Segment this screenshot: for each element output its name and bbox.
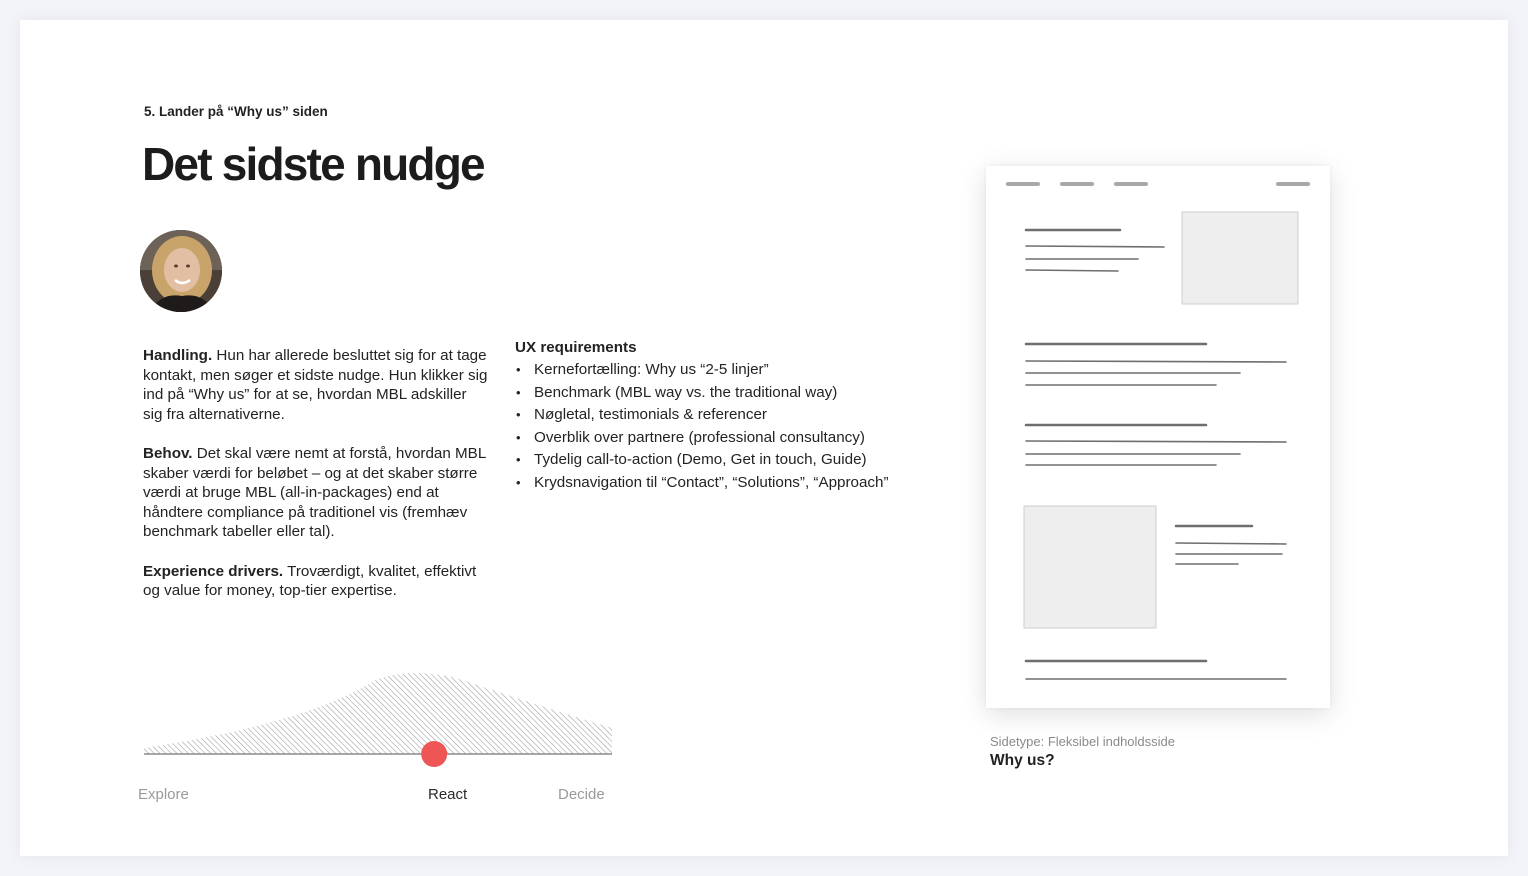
list-item: • Nøgletal, testimonials & referencer <box>515 405 915 425</box>
behov-paragraph <box>143 444 488 542</box>
handling-label: Handling. <box>143 347 213 364</box>
handling-paragraph <box>143 346 488 424</box>
drivers-label: Experience drivers. <box>143 562 284 580</box>
ux-list <box>515 360 915 493</box>
slide-card <box>20 20 1508 856</box>
behov-text: Det skal være nemt at forstå, hvordan MBL skaber værdi for beløbet – og at det skaber større værdi at bruge MBL (all-in-packages) end at håndtere compliance på traditionel vis (fremhæv benchmark tabeller eller tal). <box>143 445 486 540</box>
page-type-title: Why us? <box>990 752 1055 769</box>
list-item: • Krydsnavigation til “Contact”, “Solutions”, “Approach” <box>515 473 915 493</box>
page-type-label: Sidetype: Fleksibel indholdsside <box>990 734 1175 749</box>
journey-marker <box>421 741 447 767</box>
stage-react: React <box>428 786 468 803</box>
drivers-paragraph <box>143 562 488 601</box>
ux-requirements <box>515 338 915 495</box>
stage-explore: Explore <box>138 786 189 803</box>
handling-text: Hun har allerede besluttet sig for at tage kontakt, men søger et sidste nudge. Hun klikker sig ind på “Why us” for at se, hvordan MBL adskiller sig fra alternativerne. <box>143 347 488 423</box>
persona-avatar <box>140 230 222 312</box>
list-item: • Tydelig call-to-action (Demo, Get in touch, Guide) <box>515 450 915 470</box>
section-kicker: 5. Lander på “Why us” siden <box>144 104 328 119</box>
persona-description <box>143 346 488 621</box>
wireframe-page <box>986 166 1330 708</box>
drivers-text: Troværdigt, kvalitet, effektivt og value for money, top-tier expertise. <box>143 562 477 599</box>
stage-decide: Decide <box>558 786 605 803</box>
list-item: • Benchmark (MBL way vs. the traditional way) <box>515 383 915 403</box>
wireframe-sketch <box>986 166 1330 708</box>
ux-heading: UX requirements <box>515 339 637 356</box>
list-item: • Overblik over partnere (professional consultancy) <box>515 428 915 448</box>
list-item: • Kernefortælling: Why us “2-5 linjer” <box>515 360 915 380</box>
journey-curve-graphic <box>142 668 614 778</box>
behov-label: Behov. <box>143 445 193 462</box>
page-title: Det sidste nudge <box>142 138 484 190</box>
journey-curve <box>142 668 614 788</box>
